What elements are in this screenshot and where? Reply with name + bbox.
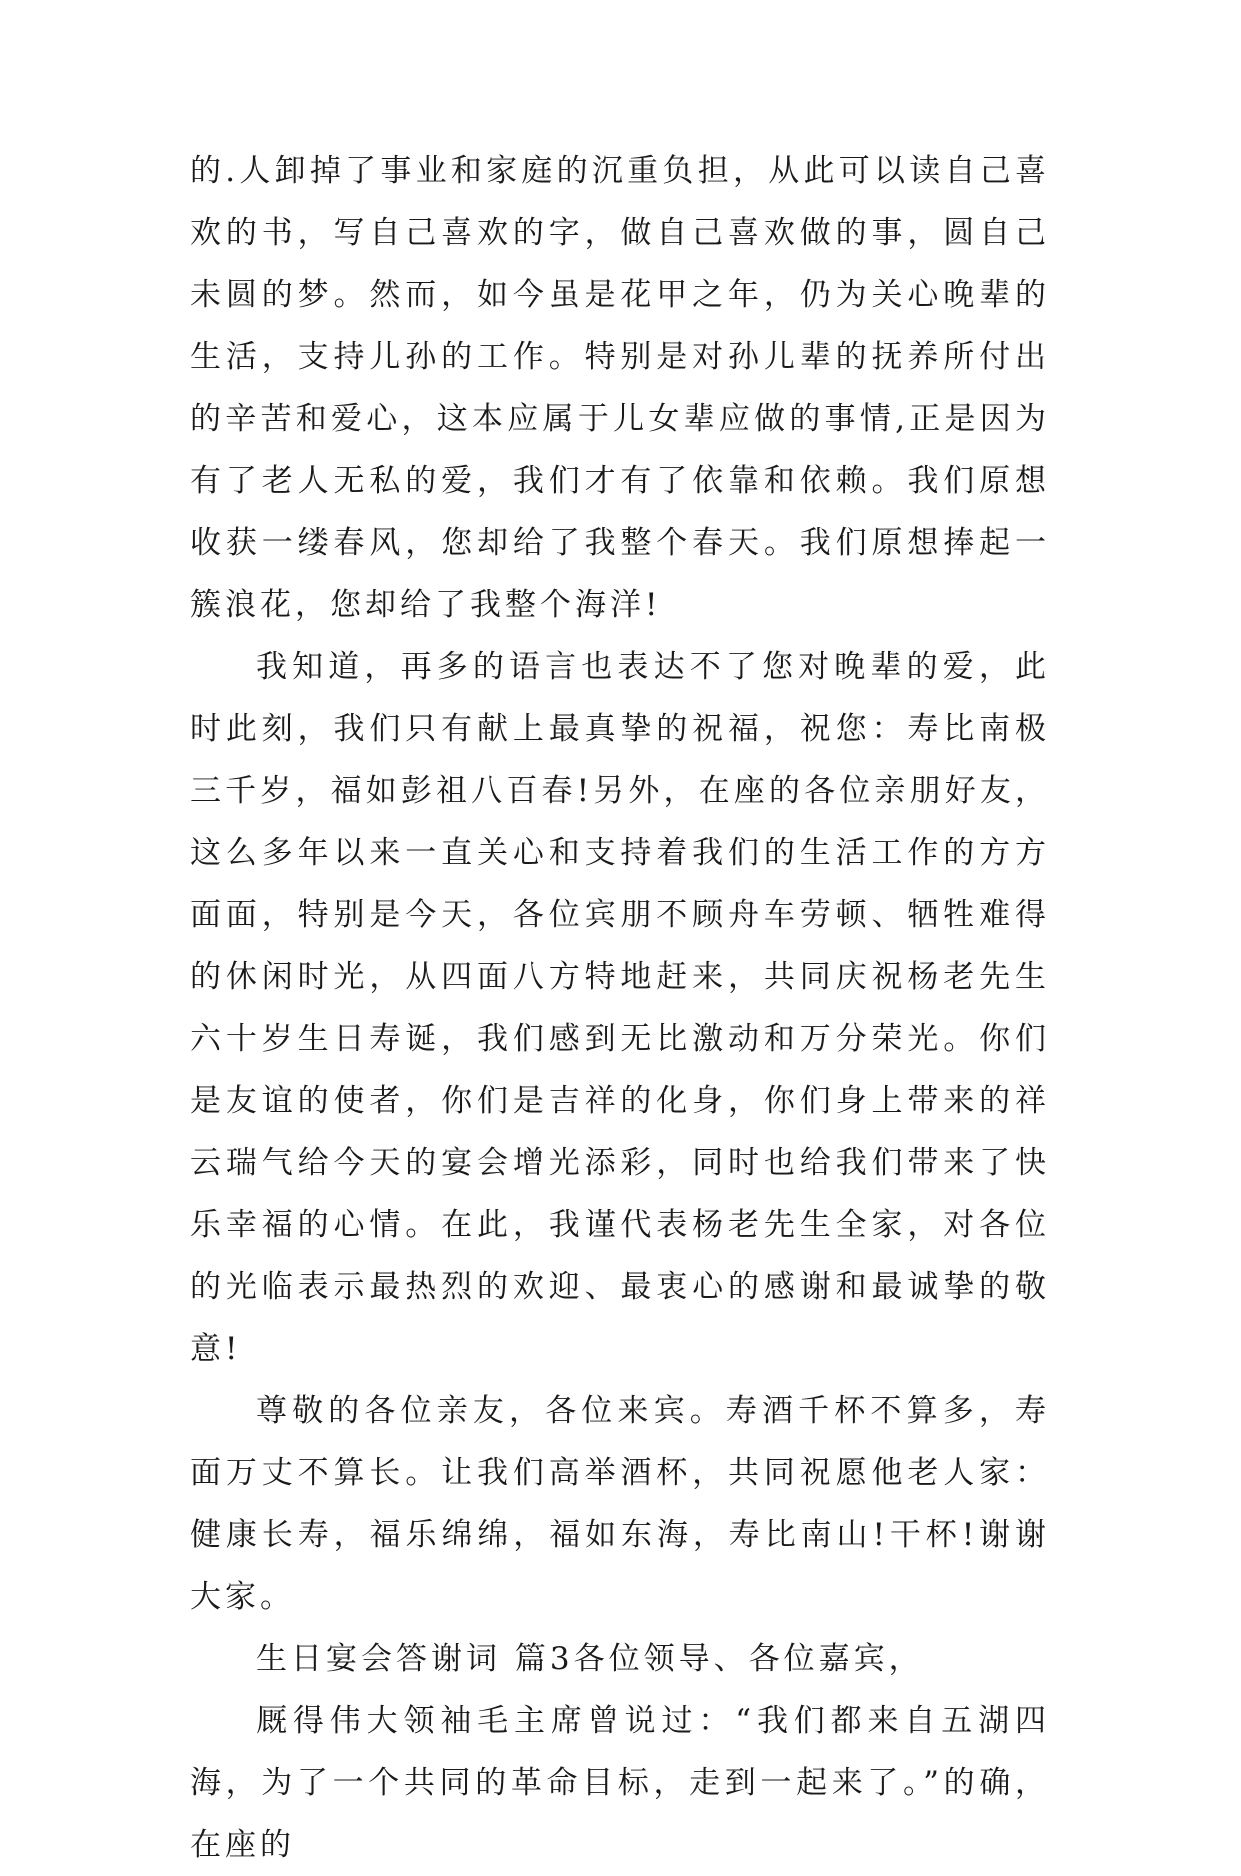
paragraph-5: 厩得伟大领袖毛主席曾说过：“我们都来自五湖四海，为了一个共同的革命目标，走到一起来了。”的确，在座的 [190, 1703, 1050, 1863]
paragraph-3: 尊敬的各位亲友，各位来宾。寿酒千杯不算多，寿面万丈不算长。让我们高举酒杯，共同祝愿他老人家：健康长寿，福乐绵绵，福如东海，寿比南山!干杯!谢谢大家。 [190, 1393, 1050, 1615]
paragraph-1: 的.人卸掉了事业和家庭的沉重负担，从此可以读自己喜欢的书，写自己喜欢的字，做自己喜欢做的事，圆自己未圆的梦。然而，如今虽是花甲之年，仍为关心晚辈的生活，支持儿孙的工作。特别是对孙儿辈的抚养所付出的辛苦和爱心，这本应属于儿女辈应做的事情,正是因为有了老人无私的爱，我们才有了依靠和依赖。我们原想收获一缕春风，您却给了我整个春天。我们原想捧起一簇浪花，您却给了我整个海洋! [190, 153, 1050, 623]
paragraph-2: 我知道，再多的语言也表达不了您对晚辈的爱，此时此刻，我们只有献上最真挚的祝福，祝您：寿比南极三千岁，福如彭祖八百春!另外，在座的各位亲朋好友，这么多年以来一直关心和支持着我们的生活工作的方方面面，特别是今天，各位宾朋不顾舟车劳顿、牺牲难得的休闲时光，从四面八方特地赶来，共同庆祝杨老先生六十岁生日寿诞，我们感到无比激动和万分荣光。你们是友谊的使者，你们是吉祥的化身，你们身上带来的祥云瑞气给今天的宴会增光添彩，同时也给我们带来了快乐幸福的心情。在此，我谨代表杨老先生全家，对各位的光临表示最热烈的欢迎、最衷心的感谢和最诚挚的敬意! [190, 649, 1050, 1367]
paragraph-4: 生日宴会答谢词 篇3各位领导、各位嘉宾， [256, 1641, 924, 1677]
document-body [190, 140, 1050, 1876]
